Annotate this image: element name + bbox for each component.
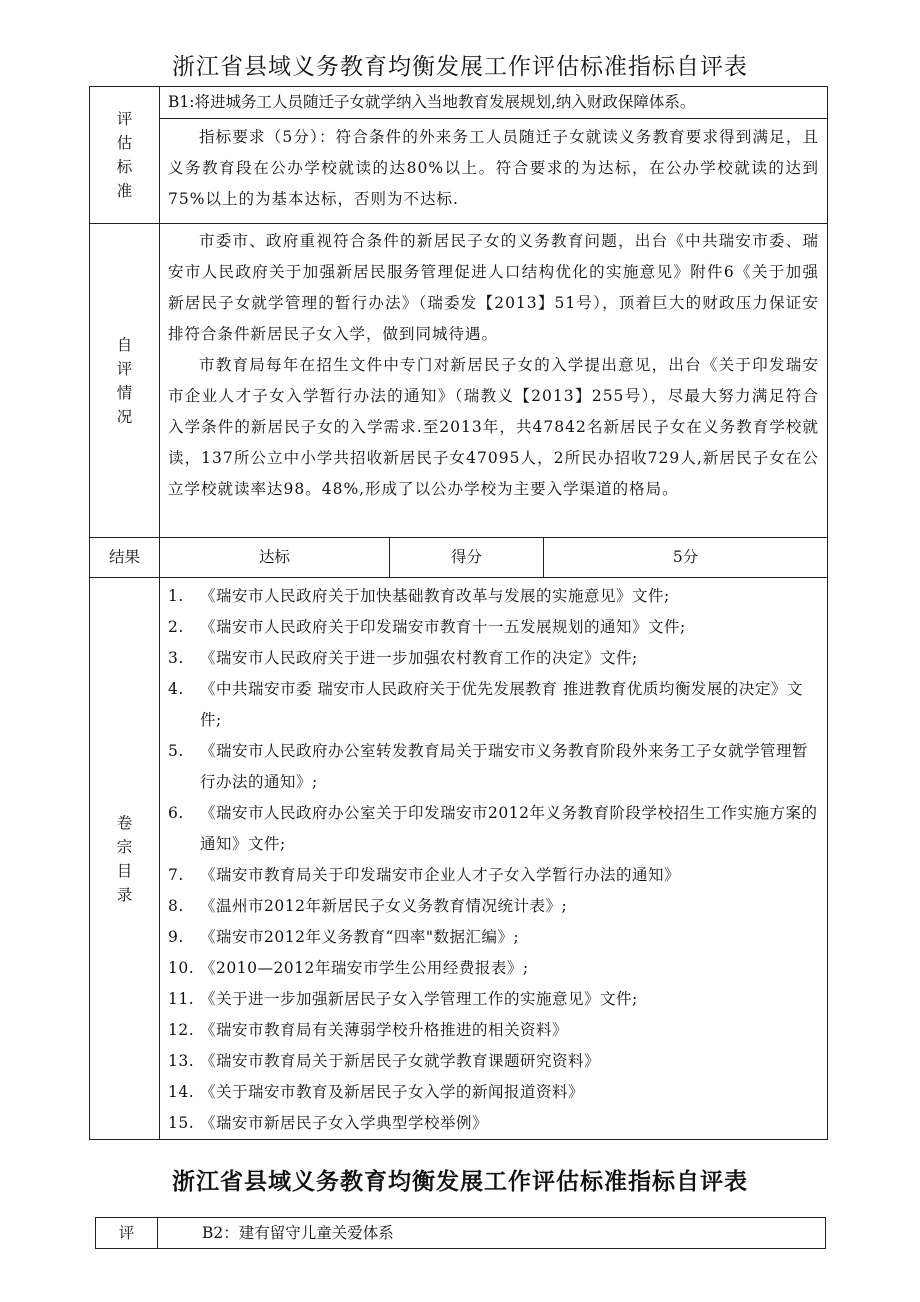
self-eval-paragraph-2: 市教育局每年在招生文件中专门对新居民子女的入学提出意见，出台《关于印发瑞安市企业人才子女入学暂行办法的通知》（瑞教义【2013】255号），尽最大努力满足符合入学条件的新居民子女的入学需求.至2013年，共47842名新居民子女在义务教育学校就读，137所公立中小学共招收新居民子女47095人，2所民办招收729人,新居民子女在公立学校就读率达98。48%,形成了以公办学校为主要入学渠道的格局。 [168,356,819,498]
list-item: 14. 《关于瑞安市教育及新居民子女入学的新闻报道资料》 [168,1083,585,1101]
self-eval-row [90,224,828,538]
b1-criterion: B1:将进城务工人员随迁子女就学纳入当地教育发展规划,纳入财政保障体系。 [160,87,828,119]
indicator-requirement: 指标要求（5分）：符合条件的外来务工人员随迁子女就读义务教育要求得到满足，且义务教育段在公办学校就读的达80%以上。符合要求的为达标，在公办学校就读的达到75%以上的为基本达标，否则为不达标. [160,119,828,224]
criteria-label: 评 估 标 准 [90,87,160,224]
list-item: 3. 《瑞安市人民政府关于进一步加强农村教育工作的决定》文件; [168,649,638,667]
list-item: 6. 《瑞安市人民政府办公室关于印发瑞安市2012年义务教育阶段学校招生工作实施方案的通知》文件; [168,804,818,853]
list-item: 2. 《瑞安市人民政府关于印发瑞安市教育十一五发展规划的通知》文件; [168,618,686,636]
list-item: 5. 《瑞安市人民政府办公室转发教育局关于瑞安市义务教育阶段外来务工子女就学管理暂行办法的通知》; [168,742,809,791]
list-item: 12. 《瑞安市教育局有关薄弱学校升格推进的相关资料》 [168,1021,569,1039]
list-item: 8. 《温州市2012年新居民子女义务教育情况统计表》; [168,897,568,915]
self-eval-paragraph-1: 市委市、政府重视符合条件的新居民子女的义务教育问题，出台《中共瑞安市委、瑞安市人民政府关于加强新居民服务管理促进人口结构优化的实施意见》附件6《关于加强新居民子女就学管理的暂行办法》（瑞委发【2013】51号），顶着巨大的财政压力保证安排符合条件新居民子女入学，做到同城待遇。 [168,232,819,343]
list-item: 9. 《瑞安市2012年义务教育“四率"数据汇编》; [168,928,520,946]
evaluation-table [89,86,828,1140]
files-label: 卷 宗 目 录 [90,578,160,1140]
list-item: 10. 《2010—2012年瑞安市学生公用经费报表》; [168,959,529,977]
list-item: 1. 《瑞安市人民政府关于加快基础教育改革与发展的实施意见》文件; [168,587,670,605]
criteria-row [90,87,828,119]
list-item: 13. 《瑞安市教育局关于新居民子女就学教育课题研究资料》 [168,1052,601,1070]
evaluation-table-2 [95,1217,826,1249]
list-item: 7. 《瑞安市教育局关于印发瑞安市企业人才子女入学暂行办法的通知》 [168,866,681,884]
result-row [90,538,828,578]
page-title: 浙江省县域义务教育均衡发展工作评估标准指标自评表 [172,54,748,80]
self-eval-content [160,224,828,538]
file-list [160,578,828,1140]
score-label: 得分 [390,538,544,578]
list-item: 15. 《瑞安市新居民子女入学典型学校举例》 [168,1114,489,1132]
b2-row [96,1218,826,1249]
requirement-row [90,119,828,224]
self-eval-label: 自 评 情 况 [90,224,160,538]
b2-criterion: B2：建有留守儿童关爱体系 [158,1218,826,1249]
score-value: 5分 [544,538,828,578]
list-item: 4. 《中共瑞安市委 瑞安市人民政府关于优先发展教育 推进教育优质均衡发展的决定》文件; [168,680,803,729]
second-page-title: 浙江省县域义务教育均衡发展工作评估标准指标自评表 [172,1169,748,1195]
result-status: 达标 [160,538,390,578]
list-item: 11. 《关于进一步加强新居民子女入学管理工作的实施意见》文件; [168,990,638,1008]
criteria-label-partial: 评 [96,1218,158,1249]
files-row [90,578,828,1140]
result-label: 结果 [90,538,160,578]
